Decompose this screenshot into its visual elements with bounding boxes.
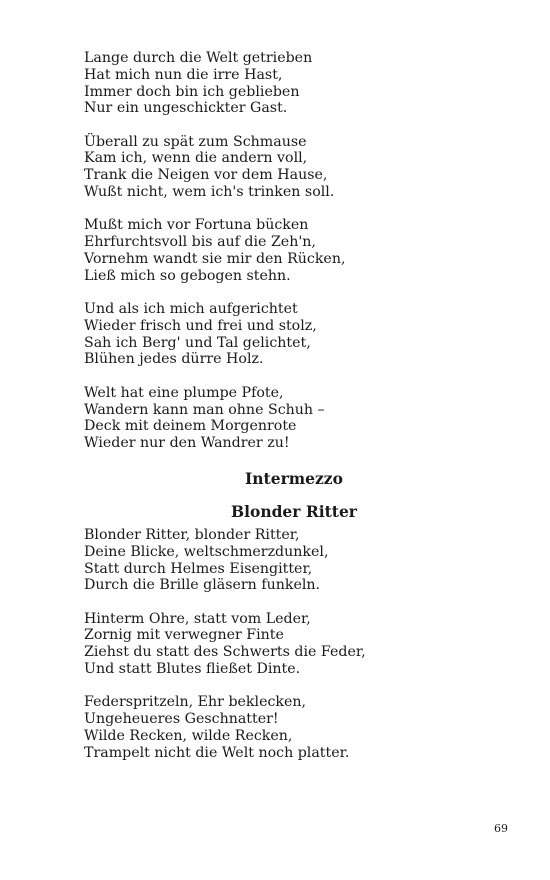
verse-line: Ließ mich so gebogen stehn. bbox=[84, 267, 291, 284]
verse-line: Deck mit deinem Morgenrote bbox=[84, 418, 297, 435]
verse-line: Hinterm Ohre, statt vom Leder, bbox=[84, 610, 311, 627]
poem1-stanza-3 bbox=[84, 217, 484, 284]
page-number: 69 bbox=[494, 822, 508, 835]
verse-line: Wilde Recken, wilde Recken, bbox=[84, 727, 293, 744]
poem2-stanza-1 bbox=[84, 527, 484, 594]
verse-line: Durch die Brille gläsern funkeln. bbox=[84, 577, 321, 594]
text-column bbox=[84, 50, 484, 778]
verse-line: Und statt Blutes fließet Dinte. bbox=[84, 661, 301, 678]
poem1-stanza-2 bbox=[84, 134, 484, 201]
verse-line: Ungeheueres Geschnatter! bbox=[84, 711, 279, 728]
verse-line: Überall zu spät zum Schmause bbox=[84, 133, 307, 150]
verse-line: Deine Blicke, weltschmerzdunkel, bbox=[84, 543, 329, 560]
verse-line: Lange durch die Welt getrieben bbox=[84, 50, 313, 66]
poem2-stanza-2 bbox=[84, 611, 484, 678]
verse-line: Vornehm wandt sie mir den Rücken, bbox=[84, 250, 346, 267]
verse-line: Hat mich nun die irre Hast, bbox=[84, 66, 283, 83]
verse-line: Trampelt nicht die Welt noch platter. bbox=[84, 744, 350, 761]
verse-line: Statt durch Helmes Eisengitter, bbox=[84, 560, 313, 577]
verse-line: Wandern kann man ohne Schuh – bbox=[84, 401, 325, 418]
verse-line: Wieder nur den Wandrer zu! bbox=[84, 435, 290, 452]
verse-line: Kam ich, wenn die andern voll, bbox=[84, 150, 308, 167]
verse-line: Trank die Neigen vor dem Hause, bbox=[84, 167, 328, 184]
verse-line: Wußt nicht, wem ich's trinken soll. bbox=[84, 184, 335, 201]
verse-line: Mußt mich vor Fortuna bücken bbox=[84, 217, 309, 234]
verse-line: Und als ich mich aufgerichtet bbox=[84, 301, 298, 318]
poem1-stanza-4 bbox=[84, 301, 484, 368]
poem-title: Blonder Ritter bbox=[231, 501, 357, 521]
poem1-stanza-1 bbox=[84, 50, 484, 117]
verse-line: Federspritzeln, Ehr beklecken, bbox=[84, 694, 307, 711]
verse-line: Zornig mit verwegner Finte bbox=[84, 627, 284, 644]
verse-line: Nur ein ungeschickter Gast. bbox=[84, 100, 288, 117]
verse-line: Wieder frisch und frei und stolz, bbox=[84, 317, 317, 334]
verse-line: Ehrfurchtsvoll bis auf die Zeh'n, bbox=[84, 234, 316, 251]
verse-line: Welt hat eine plumpe Pfote, bbox=[84, 384, 284, 401]
verse-line: Immer doch bin ich geblieben bbox=[84, 83, 300, 100]
verse-line: Sah ich Berg' und Tal gelichtet, bbox=[84, 334, 311, 351]
verse-line: Ziehst du statt des Schwerts die Feder, bbox=[84, 644, 366, 661]
verse-line: Blonder Ritter, blonder Ritter, bbox=[84, 526, 300, 543]
poem1-stanza-5 bbox=[84, 385, 484, 452]
section-heading: Intermezzo bbox=[245, 468, 343, 488]
verse-line: Blühen jedes dürre Holz. bbox=[84, 351, 264, 368]
poem2-stanza-3 bbox=[84, 694, 484, 761]
